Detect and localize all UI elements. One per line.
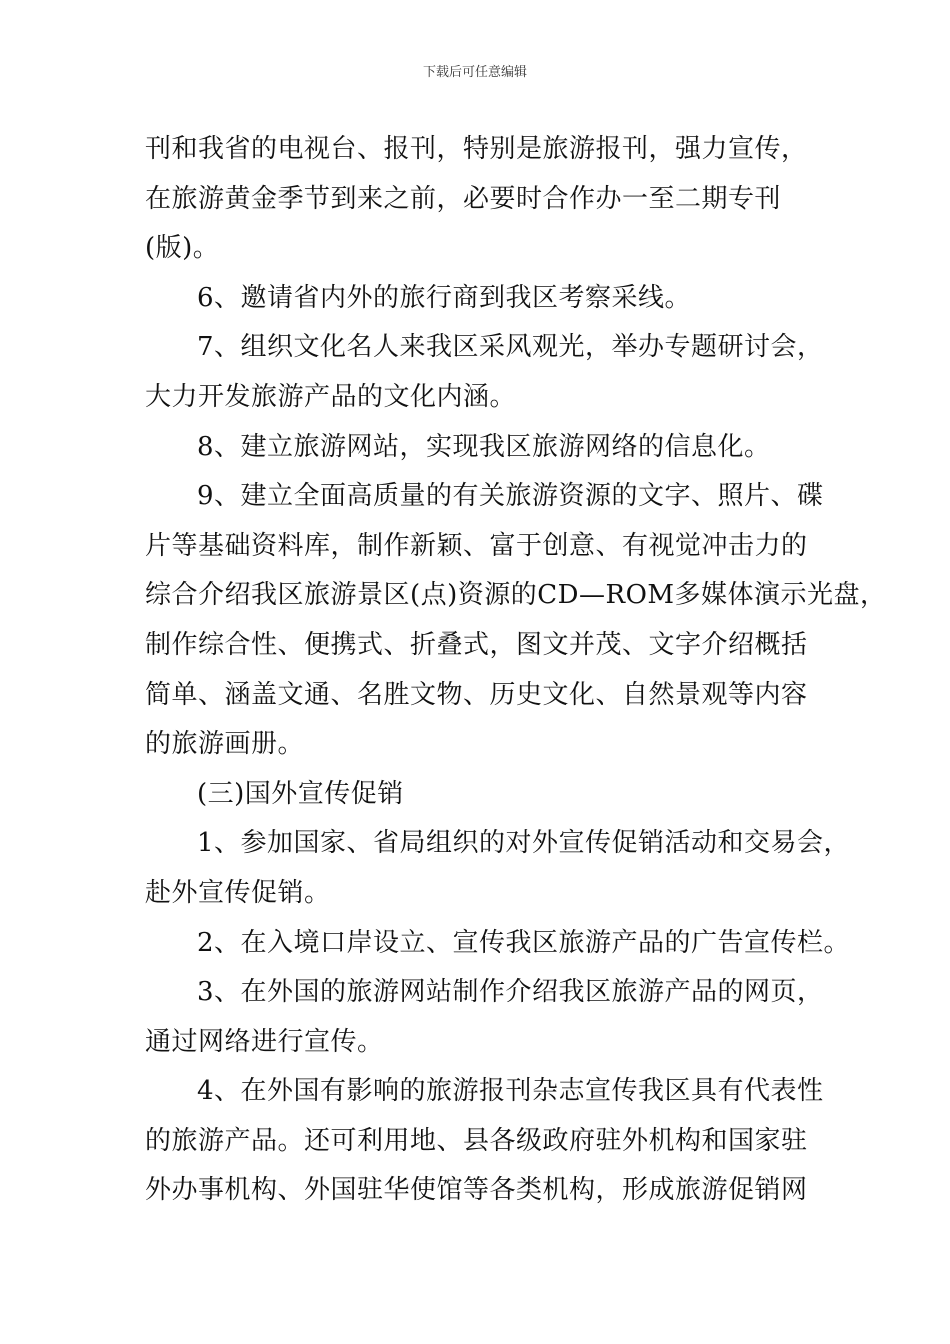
text-line: 的旅游产品。还可利用地、县各级政府驻外机构和国家驻 <box>145 1125 808 1156</box>
text-line: 大力开发旅游产品的文化内涵。 <box>145 381 517 412</box>
text-line: 制作综合性、便携式、折叠式，图文并茂、文字介绍概括 <box>145 629 808 660</box>
text-line: 3、在外国的旅游网站制作介绍我区旅游产品的网页， <box>197 977 824 1008</box>
text-line: 8、建立旅游网站，实现我区旅游网络的信息化。 <box>197 431 771 462</box>
text-line: 9、建立全面高质量的有关旅游资源的文字、照片、碟 <box>197 481 824 512</box>
text-line: 1、参加国家、省局组织的对外宣传促销活动和交易会， <box>197 828 851 859</box>
text-line: 在旅游黄金季节到来之前，必要时合作办一至二期专刊 <box>145 183 782 214</box>
text-line: 赴外宣传促销。 <box>145 877 331 908</box>
text-line: 的旅游画册。 <box>145 729 305 760</box>
section-heading: (三)国外宣传促销 <box>197 778 404 809</box>
text-line: 外办事机构、外国驻华使馆等各类机构，形成旅游促销网 <box>145 1175 808 1206</box>
text-line: 7、组织文化名人来我区采风观光，举办专题研讨会， <box>197 332 824 363</box>
text-line: 2、在入境口岸设立、宣传我区旅游产品的广告宣传栏。 <box>197 927 851 958</box>
text-line: 简单、涵盖文通、名胜文物、历史文化、自然景观等内容 <box>145 679 808 710</box>
page-header: 下载后可任意编辑 <box>422 65 527 80</box>
document-body <box>145 125 887 1216</box>
text-line: 综合介绍我区旅游景区(点)资源的CD—ROM多媒体演示光盘， <box>145 580 887 611</box>
text-line: 刊和我省的电视台、报刊，特别是旅游报刊，强力宣传， <box>145 134 808 164</box>
text-line: 6、邀请省内外的旅行商到我区考察采线。 <box>197 282 692 313</box>
text-line: 片等基础资料库，制作新颖、富于创意、有视觉冲击力的 <box>145 530 808 561</box>
text-line: (版)。 <box>145 233 220 264</box>
text-line: 通过网络进行宣传。 <box>145 1026 384 1057</box>
text-line: 4、在外国有影响的旅游报刊杂志宣传我区具有代表性 <box>197 1076 824 1107</box>
